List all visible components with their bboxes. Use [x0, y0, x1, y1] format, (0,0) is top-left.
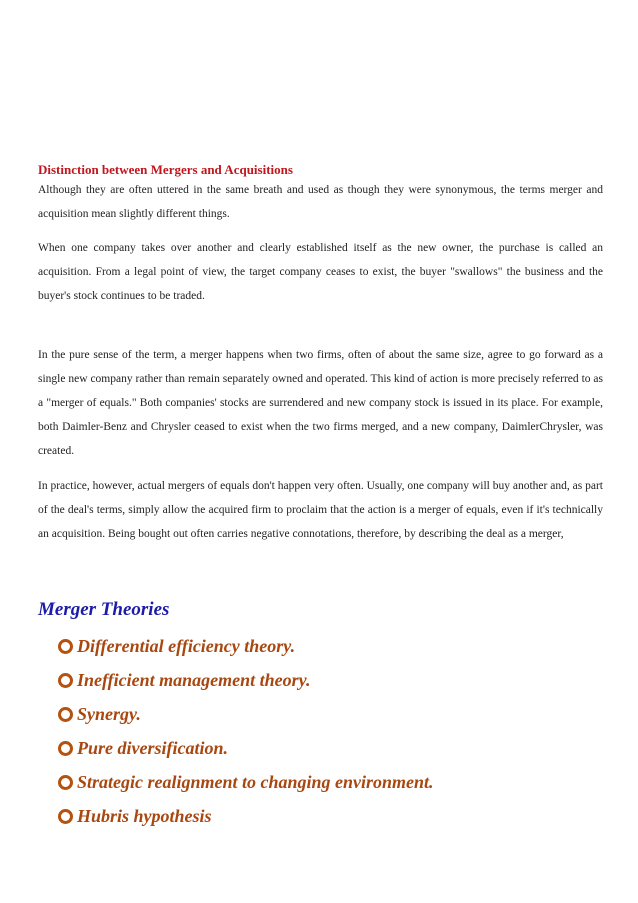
merger-theories-heading: Merger Theories — [38, 599, 170, 620]
list-item — [58, 697, 434, 731]
ring-bullet-icon — [58, 741, 73, 756]
list-item — [58, 799, 434, 833]
paragraph-merger-definition: In the pure sense of the term, a merger happens when two firms, often of about the same size, agree to go forward as a single new company rather than remain separately owned and operated. This kind of action is more precisely referred to as a "merger of equals." Both companies' stocks are surrendered and new company stock is issued in its place. For example, both Daimler-Benz and Chrysler ceased to exist when the two firms merged, and a new company, DaimlerChrysler, was created. — [38, 349, 603, 457]
ring-bullet-icon — [58, 707, 73, 722]
theory-label: Differential efficiency theory. — [77, 636, 296, 656]
ring-bullet-icon — [58, 809, 73, 824]
merger-theories-list — [58, 629, 434, 833]
ring-bullet-icon — [58, 775, 73, 790]
section-title: Distinction between Mergers and Acquisitions — [38, 162, 293, 177]
theory-label: Inefficient management theory. — [77, 670, 311, 690]
list-item — [58, 765, 434, 799]
paragraph-acquisition-definition: When one company takes over another and clearly established itself as the new owner, the purchase is called an acquisition. From a legal point of view, the target company ceases to exist, the buyer "swallows" the business and the buyer's stock continues to be traded. — [38, 242, 603, 302]
paragraph-merger-practice: In practice, however, actual mergers of equals don't happen very often. Usually, one company will buy another and, as part of the deal's terms, simply allow the acquired firm to proclaim that the action is a merger of equals, even if it's technically an acquisition. Being bought out often carries negative connotations, therefore, by describing the deal as a merger, — [38, 480, 603, 540]
theory-label: Pure diversification. — [77, 738, 228, 758]
list-item — [58, 663, 434, 697]
list-item — [58, 629, 434, 663]
theory-label: Hubris hypothesis — [77, 806, 212, 826]
ring-bullet-icon — [58, 639, 73, 654]
theory-label: Synergy. — [77, 704, 141, 724]
paragraph-mergers-intro: Although they are often uttered in the same breath and used as though they were synonymous, the terms merger and acquisition mean slightly different things. — [38, 184, 603, 220]
theory-label: Strategic realignment to changing environment. — [77, 772, 434, 792]
ring-bullet-icon — [58, 673, 73, 688]
list-item — [58, 731, 434, 765]
